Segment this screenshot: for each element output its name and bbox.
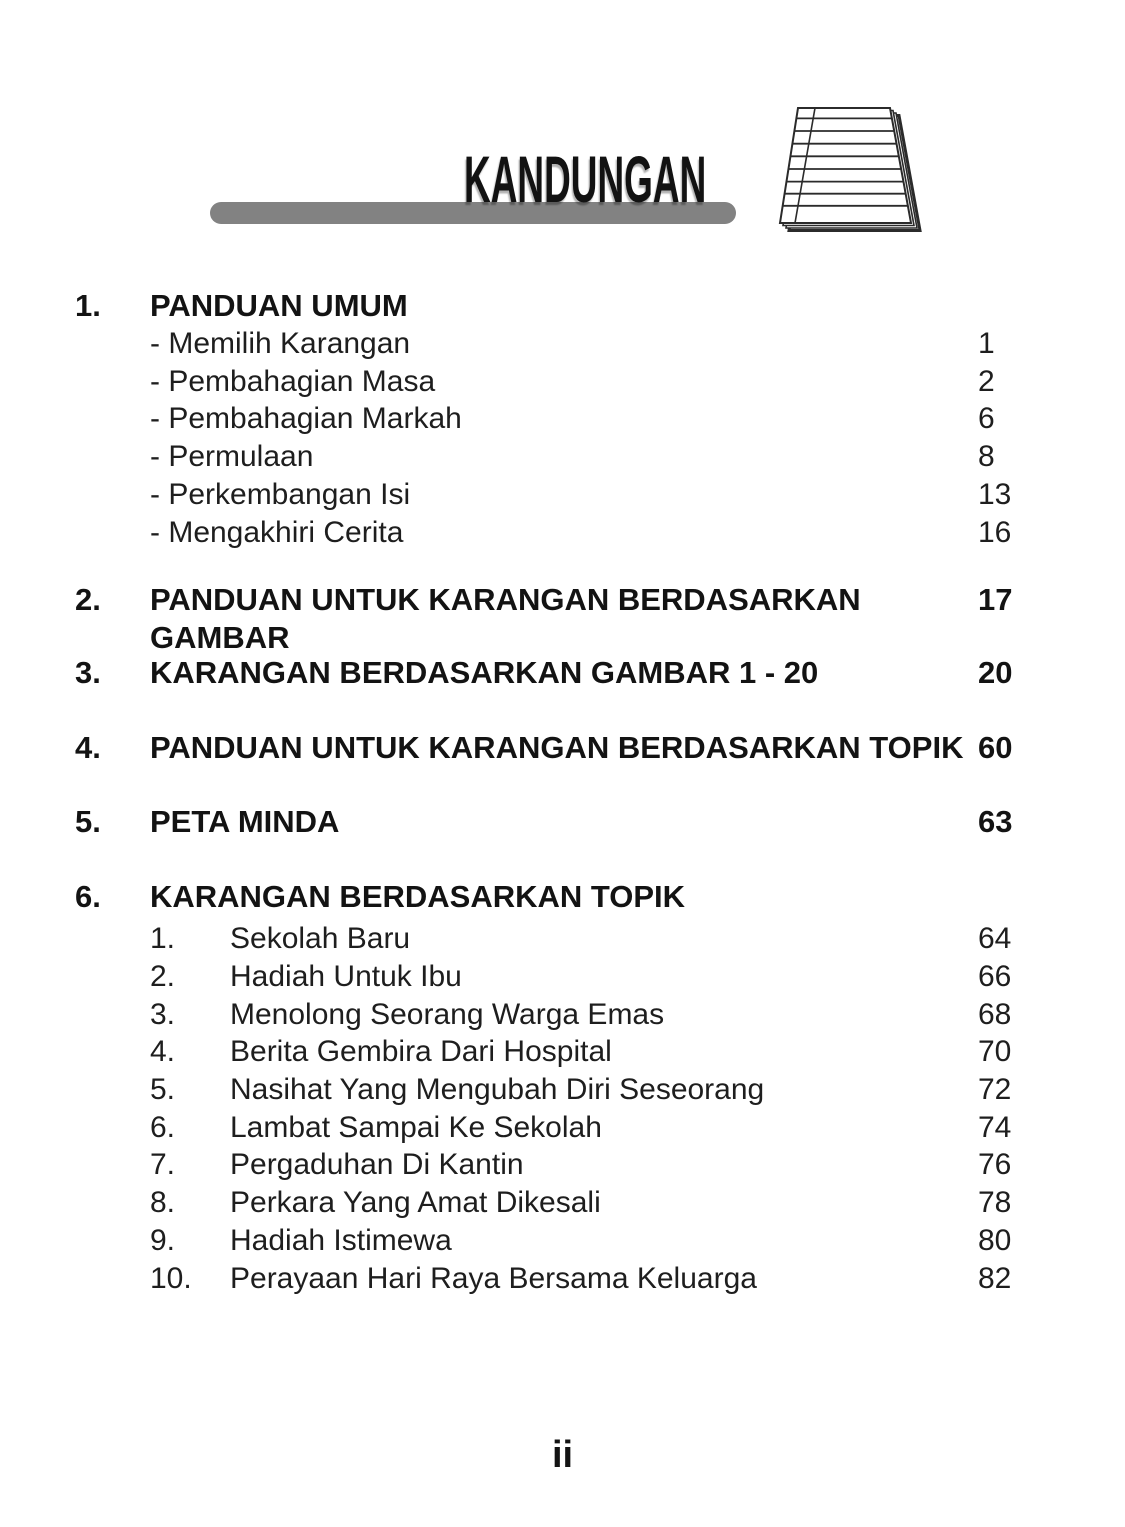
toc-topic-number: 8.	[150, 1186, 176, 1220]
toc-topic-page: 76	[978, 1148, 1012, 1182]
toc-topic-page: 72	[978, 1073, 1012, 1107]
toc-subitem-row	[75, 363, 1038, 401]
toc-section-number: 5.	[75, 804, 101, 840]
toc-topic-title: Perkara Yang Amat Dikesali	[230, 1186, 601, 1220]
toc-section-row	[75, 729, 1038, 767]
toc	[75, 287, 1038, 1297]
toc-topic-row	[75, 1109, 1038, 1147]
toc-topic-number: 4.	[150, 1035, 176, 1069]
toc-subitem-list	[75, 325, 1038, 551]
toc-section-number: 2.	[75, 582, 101, 618]
toc-subitem-row	[75, 325, 1038, 363]
toc-section-title: KARANGAN BERDASARKAN TOPIK	[150, 879, 686, 915]
toc-topic-row	[75, 1222, 1038, 1260]
toc-topic-title: Hadiah Istimewa	[230, 1223, 452, 1257]
toc-section-row	[75, 878, 1038, 916]
toc-topic-row	[75, 996, 1038, 1034]
toc-topic-page: 74	[978, 1110, 1012, 1144]
toc-subitem-row	[75, 438, 1038, 476]
toc-subitem-row	[75, 514, 1038, 552]
toc-topic-number: 3.	[150, 997, 176, 1031]
toc-topic-list	[75, 920, 1038, 1297]
toc-section-page: 60	[978, 730, 1013, 766]
toc-section-title: PANDUAN UNTUK KARANGAN BERDASARKAN TOPIK	[150, 730, 964, 766]
toc-subitem-page: 2	[978, 364, 995, 398]
toc-topic-title: Perayaan Hari Raya Bersama Keluarga	[230, 1261, 757, 1295]
toc-section-number: 1.	[75, 288, 101, 323]
toc-section-row	[75, 803, 1038, 841]
toc-section-row	[75, 654, 1038, 692]
toc-topic-page: 68	[978, 997, 1012, 1031]
toc-topic-number: 1.	[150, 922, 176, 956]
toc-topic-title: Sekolah Baru	[230, 922, 411, 956]
toc-section-row	[75, 287, 1038, 325]
toc-topic-number: 9.	[150, 1223, 176, 1257]
toc-topic-page: 70	[978, 1035, 1012, 1069]
toc-subitem-label: - Pembahagian Masa	[150, 364, 436, 398]
toc-section-page: 20	[978, 655, 1013, 691]
footer-page-number: ii	[551, 1434, 574, 1476]
toc-section-title: PETA MINDA	[150, 804, 340, 840]
toc-topic-row	[75, 1033, 1038, 1071]
toc-subitem-page: 16	[978, 515, 1012, 549]
toc-section-number: 3.	[75, 655, 101, 691]
toc-topic-title: Menolong Seorang Warga Emas	[230, 997, 665, 1031]
toc-topic-row	[75, 958, 1038, 996]
toc-topic-title: Nasihat Yang Mengubah Diri Seseorang	[230, 1073, 765, 1107]
toc-topic-row	[75, 920, 1038, 958]
toc-topic-page: 82	[978, 1261, 1012, 1295]
toc-section-number: 6.	[75, 879, 101, 915]
toc-topic-number: 7.	[150, 1148, 176, 1182]
toc-section-row	[75, 581, 1038, 656]
toc-topic-title: Pergaduhan Di Kantin	[230, 1148, 524, 1182]
toc-topic-page: 66	[978, 959, 1012, 993]
toc-section-title: KARANGAN BERDASARKAN GAMBAR 1 - 20	[150, 655, 819, 691]
toc-subitem-label: - Memilih Karangan	[150, 327, 411, 360]
toc-subitem-page: 13	[978, 477, 1012, 511]
toc-topic-title: Hadiah Untuk Ibu	[230, 959, 462, 993]
toc-section-page: 17	[978, 582, 1013, 618]
toc-topic-number: 5.	[150, 1073, 176, 1107]
toc-subitem-row	[75, 400, 1038, 438]
toc-topic-number: 6.	[150, 1110, 176, 1144]
toc-topic-row	[75, 1146, 1038, 1184]
toc-subitem-row	[75, 476, 1038, 514]
toc-subitem-label: - Perkembangan Isi	[150, 477, 411, 511]
toc-subitem-label: - Permulaan	[150, 440, 314, 474]
toc-topic-title: Lambat Sampai Ke Sekolah	[230, 1110, 602, 1144]
toc-subitem-page: 6	[978, 402, 995, 436]
toc-section-page: 63	[978, 804, 1013, 840]
toc-section-number: 4.	[75, 730, 101, 766]
toc-subitem-page: 8	[978, 440, 995, 474]
lined-notepad-icon	[770, 100, 928, 242]
toc-topic-page: 78	[978, 1186, 1012, 1220]
toc-topic-row	[75, 1071, 1038, 1109]
toc-topic-number: 10.	[150, 1261, 192, 1295]
toc-topic-number: 2.	[150, 959, 176, 993]
page-title: KANDUNGAN	[464, 142, 707, 216]
toc-subitem-page: 1	[978, 327, 995, 360]
toc-section-title: PANDUAN UNTUK KARANGAN BERDASARKAN GAMBAR	[150, 582, 861, 656]
toc-topic-title: Berita Gembira Dari Hospital	[230, 1035, 612, 1069]
toc-topic-row	[75, 1260, 1038, 1298]
toc-section-title: PANDUAN UMUM	[150, 288, 408, 323]
toc-topic-row	[75, 1184, 1038, 1222]
toc-topic-page: 80	[978, 1223, 1012, 1257]
toc-topic-page: 64	[978, 922, 1012, 956]
toc-subitem-label: - Pembahagian Markah	[150, 402, 462, 436]
toc-subitem-label: - Mengakhiri Cerita	[150, 515, 404, 549]
